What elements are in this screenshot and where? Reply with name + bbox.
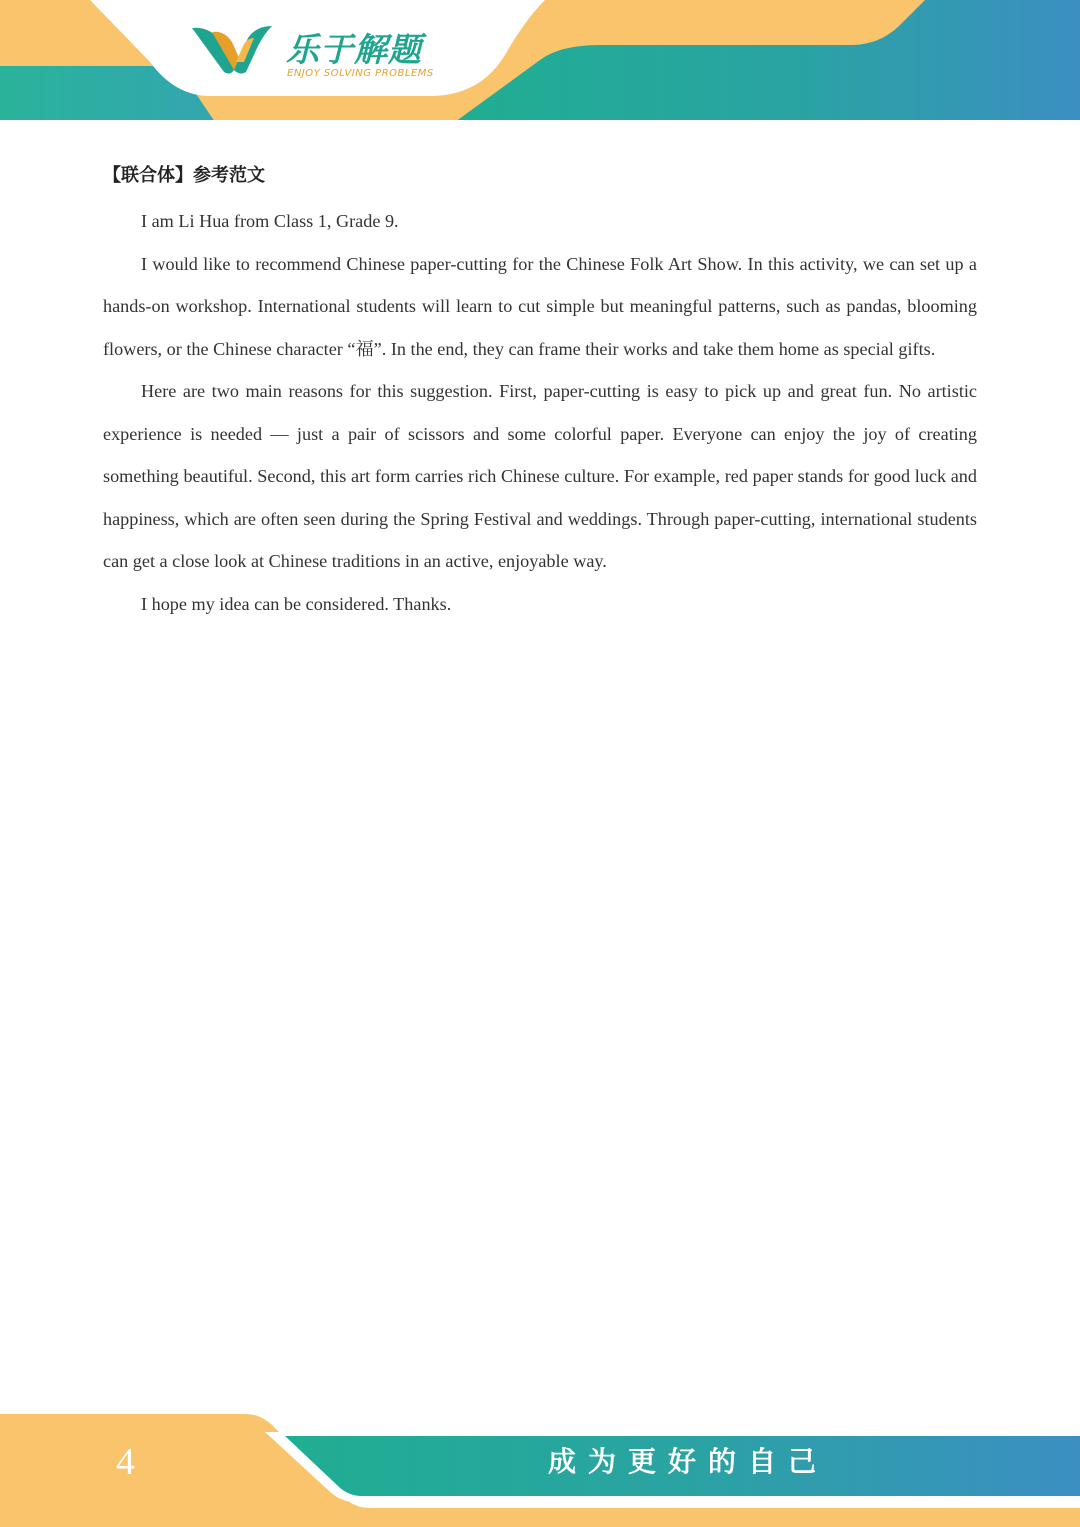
footer-slogan: 成为更好的自己: [548, 1445, 829, 1478]
brand-logo: [190, 22, 440, 84]
page-header: [0, 0, 1080, 130]
paragraph-closing: I hope my idea can be considered. Thanks.: [141, 593, 452, 614]
brand-name-chinese: 乐于解题: [286, 30, 422, 69]
page-footer: [0, 1410, 1080, 1527]
article-heading: 【联合体】参考范文: [103, 165, 265, 186]
footer-banner-graphic: [0, 1410, 1080, 1527]
paragraph-reasons: Here are two main reasons for this suggestion. First, paper-cutting is easy to pick up and great fun. No artistic experience is needed — just a pair of scissors and some colorful paper. Everyone can enjoy the joy of creating something beautiful. Second, this art form carries rich Chinese culture. For example, red paper stands for good luck and happiness, which are often seen during the Spring Festival and weddings. Through paper-cutting, international students can get a close look at Chinese traditions in an active, enjoyable way.: [103, 381, 977, 571]
article-body: [103, 158, 977, 625]
header-banner-graphic: [0, 0, 1080, 130]
page-number: 4: [116, 1441, 135, 1483]
paragraph-recommendation: I would like to recommend Chinese paper-cutting for the Chinese Folk Art Show. In this activity, we can set up a hands-on workshop. International students will learn to cut simple but meaningful patterns, such as pandas, blooming flowers, or the Chinese character “福”. In the end, they can frame their works and take them home as special gifts.: [103, 253, 977, 359]
paragraph-intro: I am Li Hua from Class 1, Grade 9.: [141, 211, 399, 231]
w-leaf-logo-icon: [190, 22, 274, 76]
brand-tagline-english: ENJOY SOLVING PROBLEMS: [287, 68, 434, 79]
